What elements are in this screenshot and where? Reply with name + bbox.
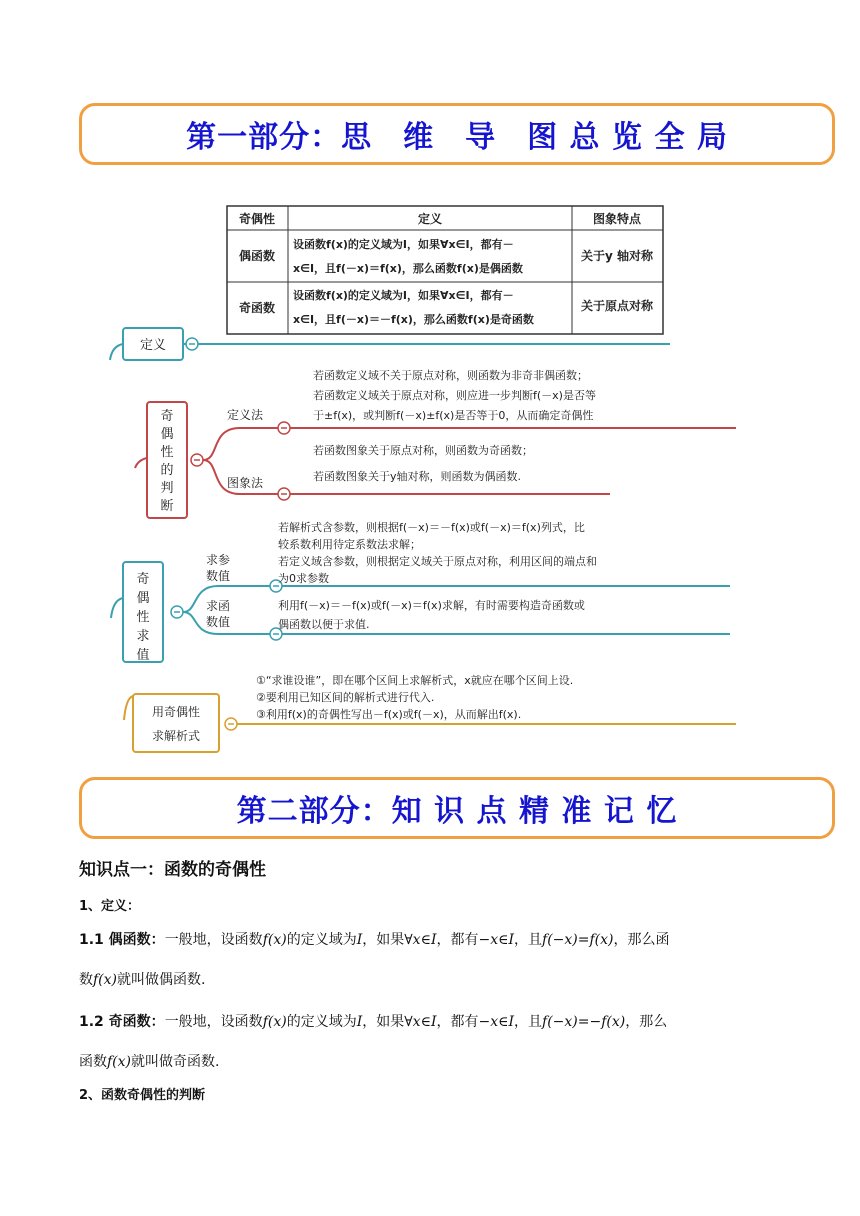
method-definition-label: 定义法: [227, 408, 264, 422]
odd-fx-2: f(x): [107, 1054, 132, 1070]
definition-label: 定义: [139, 338, 167, 353]
table-row-odd-feature: 关于原点对称: [580, 299, 654, 313]
analytic-branch: [124, 673, 736, 752]
judge-branch: [135, 368, 736, 518]
value-branch2-line2: 数值: [206, 615, 231, 629]
part2-title: 第二部分：知 识 点 精 准 记 忆: [236, 794, 678, 829]
value-branch1-text-4: 为0求参数: [278, 572, 329, 585]
odd-text-3: ，如果: [362, 1014, 405, 1030]
even-function-paragraph-cont: [79, 970, 800, 990]
part1-title: 第一部分：思 维 导 图 总 览 全 局: [186, 120, 728, 155]
value-char-2: 偶: [136, 591, 150, 606]
odd-text-2: 的定义域为: [286, 1014, 357, 1030]
value-branch2-text-2: 偶函数以便于求值.: [278, 618, 370, 631]
odd-text-6: ，那么: [625, 1014, 668, 1030]
value-branch1-line2: 数值: [206, 569, 231, 583]
judge-char-3: 性: [160, 445, 174, 460]
value-char-5: 值: [136, 648, 150, 663]
method1-line-3: 于±f(x)，或判断f(－x)±f(x)是否等于0，从而确定奇偶性: [313, 409, 594, 422]
odd-fx: f(x): [262, 1014, 287, 1030]
value-branch1-text-3: 若定义域含参数，则根据定义域关于原点对称，利用区间的端点和: [278, 555, 597, 568]
even-text-5: ，且: [514, 932, 543, 948]
analytic-line-2: ②要利用已知区间的解析式进行代入.: [256, 691, 435, 704]
analytic-label-line1: 用奇偶性: [151, 705, 201, 719]
even-domain: I: [356, 932, 363, 948]
even-equation: f(−x)=f(x): [542, 932, 614, 948]
value-branch2-line1: 求函: [206, 599, 231, 613]
even-text-4: ，都有: [436, 932, 479, 948]
judge-char-4: 的: [160, 463, 174, 478]
value-char-3: 性: [136, 610, 150, 625]
even-fx-2: f(x): [93, 972, 118, 988]
even-text-3: ，如果: [362, 932, 405, 948]
analytic-line-3: ③利用f(x)的奇偶性写出－f(x)或f(－x)，从而解出f(x).: [256, 708, 522, 721]
even-text-1: 一般地，设函数: [164, 932, 263, 948]
judge-char-6: 断: [160, 499, 174, 514]
odd-text-4: ，都有: [436, 1014, 479, 1030]
value-branch1-line1: 求参: [206, 553, 231, 567]
table-row-even-def2: x∈I，且f(－x)＝f(x)，那么函数f(x)是偶函数: [293, 262, 523, 275]
value-branch1-text-1: 若解析式含参数，则根据f(－x)＝－f(x)或f(－x)＝f(x)列式，比: [278, 521, 585, 534]
even-negx: −x∈I: [478, 932, 515, 948]
section-judge-label: 2、函数奇偶性的判断: [79, 1088, 206, 1103]
table-row-even-name: 偶函数: [238, 249, 276, 263]
odd-function-paragraph: [79, 1012, 800, 1032]
judge-char-1: 奇: [160, 409, 174, 424]
odd-text-8: 就叫做奇函数.: [131, 1054, 220, 1070]
odd-negx: −x∈I: [478, 1014, 515, 1030]
method1-line-1: 若函数定义域不关于原点对称，则函数为非奇非偶函数；: [313, 369, 588, 382]
odd-forall: ∀x∈I: [404, 1014, 437, 1030]
value-char-4: 求: [136, 629, 150, 644]
even-fx: f(x): [262, 932, 287, 948]
even-text-8: 就叫做偶函数.: [117, 972, 206, 988]
odd-domain: I: [356, 1014, 363, 1030]
odd-function-paragraph-cont: [79, 1052, 800, 1072]
even-text-6: ，那么函: [613, 932, 670, 948]
odd-function-label: 1.2 奇函数：: [79, 1014, 165, 1030]
section-judge: [79, 1086, 800, 1106]
judge-char-2: 偶: [160, 427, 174, 442]
even-text-2: 的定义域为: [286, 932, 357, 948]
method1-line-2: 若函数定义域关于原点对称，则应进一步判断f(－x)是否等: [313, 389, 596, 402]
odd-text-1: 一般地，设函数: [164, 1014, 263, 1030]
even-text-7: 数: [79, 972, 93, 988]
value-branch2-text-1: 利用f(－x)＝－f(x)或f(－x)＝f(x)求解，有时需要构造奇函数或: [278, 599, 585, 612]
table-header-feature: 图象特点: [592, 212, 642, 226]
value-branch1-text-2: 较系数利用待定系数法求解；: [278, 538, 421, 551]
analytic-line-1: ①“求谁设谁”，即在哪个区间上求解析式，x就应在哪个区间上设.: [256, 674, 574, 687]
odd-text-5: ，且: [514, 1014, 543, 1030]
section-definition: [79, 897, 800, 917]
even-forall: ∀x∈I: [404, 932, 437, 948]
odd-equation: f(−x)=−f(x): [542, 1014, 626, 1030]
table-header-parity: 奇偶性: [238, 212, 276, 226]
table-row-odd-def2: x∈I，且f(－x)＝－f(x)，那么函数f(x)是奇函数: [293, 313, 534, 326]
even-function-label: 1.1 偶函数：: [79, 932, 165, 948]
table-row-even-def1: 设函数f(x)的定义域为I，如果∀x∈I，都有－: [293, 238, 514, 251]
judge-char-5: 判: [160, 481, 174, 496]
table-row-odd-def1: 设函数f(x)的定义域为I，如果∀x∈I，都有－: [293, 289, 514, 302]
part1-banner: [79, 103, 835, 165]
value-char-1: 奇: [136, 572, 150, 587]
table-row-even-feature: 关于y 轴对称: [580, 249, 654, 263]
method2-line-2: 若函数图象关于y轴对称，则函数为偶函数.: [313, 470, 522, 483]
knowledge-heading: 知识点一：函数的奇偶性: [79, 860, 266, 880]
odd-text-7: 函数: [79, 1054, 107, 1070]
section-definition-label: 1、定义：: [79, 899, 141, 914]
table-row-odd-name: 奇函数: [238, 301, 276, 315]
definition-table: [227, 206, 663, 334]
method2-line-1: 若函数图象关于原点对称，则函数为奇函数；: [313, 444, 533, 457]
method-graph-label: 图象法: [227, 476, 264, 490]
table-header-definition: 定义: [417, 212, 443, 226]
part2-banner: [79, 777, 835, 839]
mind-map: [100, 198, 740, 758]
value-branch: [111, 520, 730, 663]
even-function-paragraph: [79, 930, 800, 950]
analytic-label-line2: 求解析式: [151, 729, 201, 743]
